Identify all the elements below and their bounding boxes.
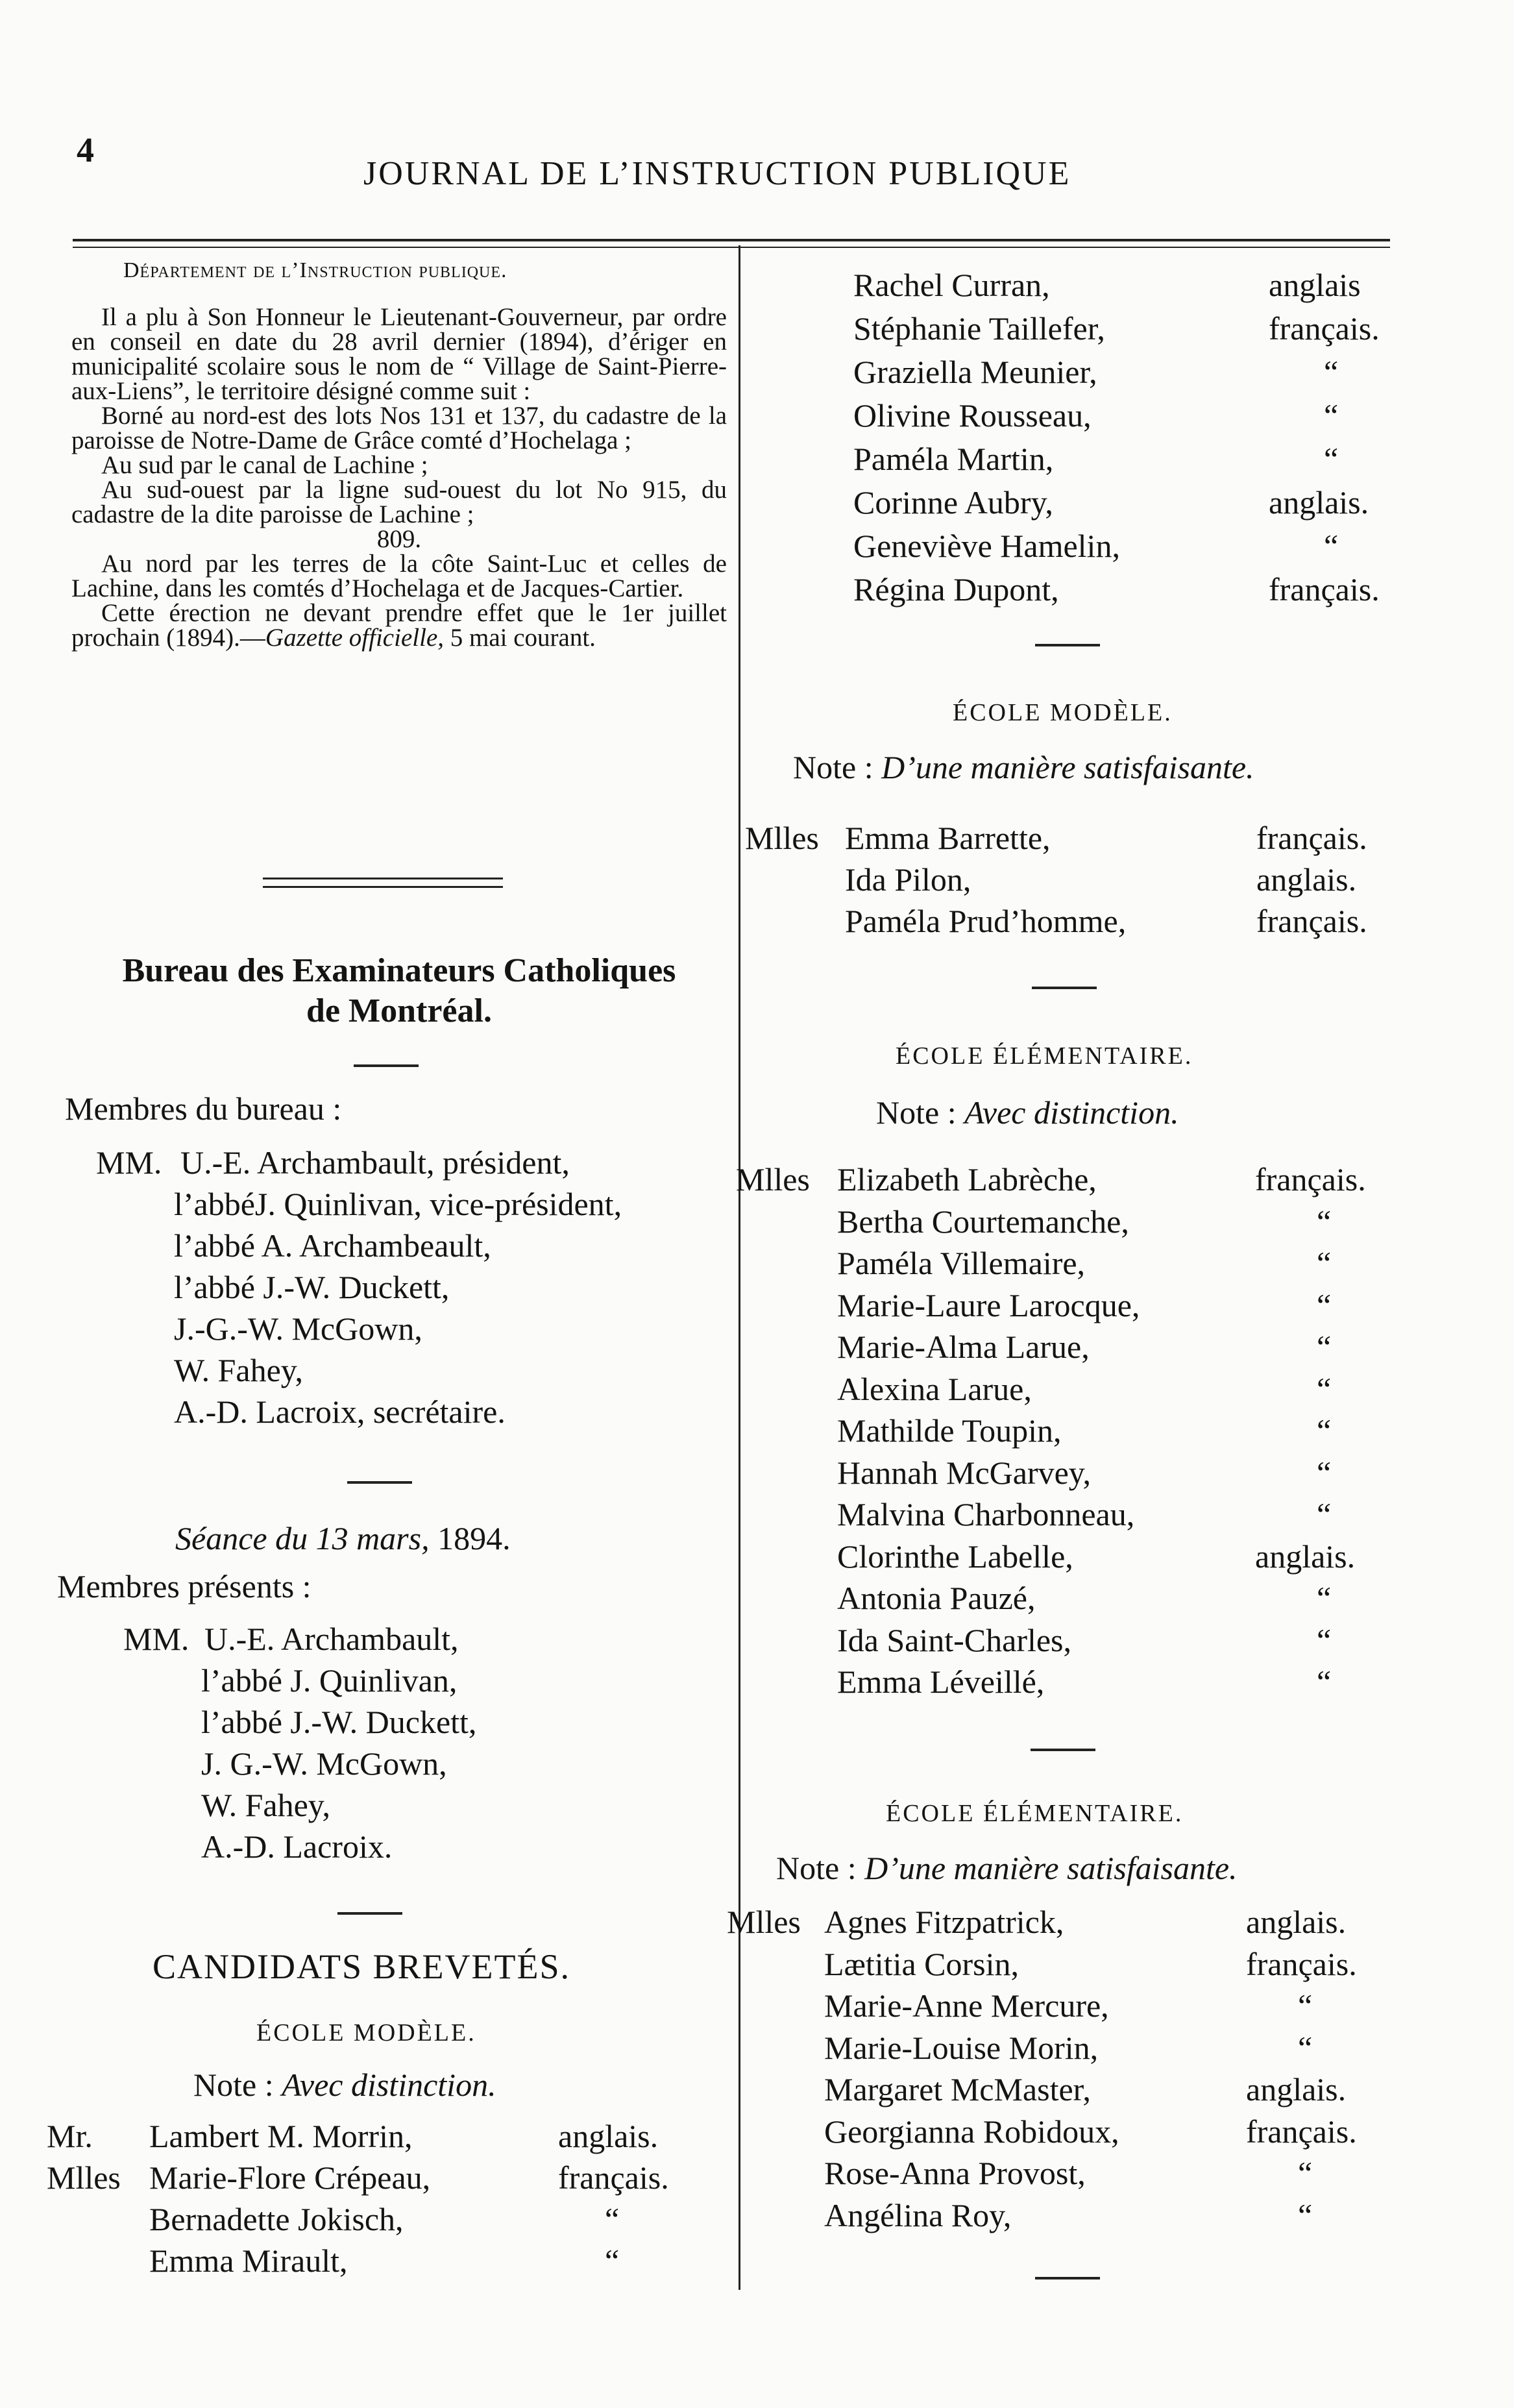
language: “ [1317,1621,1332,1658]
member-name: A.-D. Lacroix. [201,1828,393,1865]
seance-date: Séance du 13 mars, [175,1520,430,1556]
candidate-name: Georgianna Robidoux, [824,2113,1119,2150]
list-item [47,2200,715,2242]
note-line [793,746,1254,788]
language: “ [1317,1580,1332,1616]
language: “ [1324,354,1339,390]
candidate-name: Marie-Laure Larocque, [837,1286,1140,1323]
language: anglais. [1246,1904,1347,1940]
member-name: l’abbé J.-W. Duckett, [201,1704,477,1740]
list-item [736,1495,1398,1537]
department-notice [71,305,727,650]
list-item [736,1412,1398,1453]
member-row [123,1662,707,1703]
language: “ [1298,2029,1313,2066]
note-label: Note : [193,2067,274,2103]
honorific: Mlles [736,1161,810,1198]
member-row [123,1703,707,1745]
notice-lot-number: 809. [376,525,422,553]
language: anglais. [1246,2071,1347,2107]
list-item [745,902,1400,944]
note-value: D’une manière satisfaisante. [881,749,1254,785]
language: “ [1324,397,1339,434]
language: “ [1317,1286,1332,1323]
language: “ [605,2242,620,2279]
candidate-name: Clorinthe Labelle, [837,1538,1073,1575]
member-name: A.-D. Lacroix, secrétaire. [174,1394,506,1430]
member-row [123,1786,707,1828]
ecole-modele-heading: ÉCOLE MODÈLE. [256,2019,476,2046]
notice-paragraph: Au sud par le canal de Lachine ; [101,451,428,479]
language: “ [1324,441,1339,477]
member-name: l’abbé A. Archambeault, [174,1227,491,1264]
candidate-name: Rose-Anna Provost, [824,2155,1086,2191]
short-rule [347,1481,412,1484]
candidate-name: Emma Barrette, [845,820,1051,856]
language: “ [1298,1987,1313,2024]
department-heading: Département de l’Instruction publique. [123,258,507,282]
candidate-name: Alexina Larue, [837,1370,1032,1407]
candidate-name: Graziella Meunier, [853,354,1097,390]
language: français. [1246,1945,1357,1982]
bureau-title-line: Bureau des Examinateurs Catholiques [122,952,676,989]
candidate-name: Agnes Fitzpatrick, [824,1904,1064,1940]
list-item [727,2196,1395,2238]
candidate-name: Emma Léveillé, [837,1664,1045,1700]
candidate-name: Stéphanie Taillefer, [853,310,1105,347]
language: “ [1317,1329,1332,1365]
member-name: l’abbé J. Quinlivan, [201,1662,458,1699]
candidate-name: Antonia Pauzé, [837,1580,1036,1616]
list-item [727,2113,1395,2154]
list-item [736,1286,1398,1328]
list-item [727,2070,1395,2112]
list-item [736,1244,1398,1286]
list-item [736,1579,1398,1621]
short-rule [1031,1749,1095,1751]
list-item [47,2242,715,2283]
list-item [727,1945,1395,1987]
list-item [736,1538,1398,1579]
member-row [123,1828,707,1869]
list-item [47,2159,715,2200]
note-label: Note : [793,749,873,785]
language: “ [605,2201,620,2237]
list-item [736,1328,1398,1370]
seance-line [175,1517,511,1559]
note-label: Note : [876,1094,957,1131]
ecole-elementaire-heading: ÉCOLE ÉLÉMENTAIRE. [886,1800,1184,1827]
short-rule [1032,987,1097,989]
seance-year: 1894. [429,1520,511,1556]
language: français. [1256,820,1367,856]
candidate-name: Ida Saint-Charles, [837,1621,1072,1658]
candidate-name: Elizabeth Labrèche, [837,1161,1097,1198]
gazette-citation: Gazette officielle, [265,624,444,652]
language: anglais [1269,267,1361,303]
language: anglais. [1269,484,1369,521]
member-row [96,1185,719,1227]
language: “ [1317,1245,1332,1281]
candidate-name: Lætitia Corsin, [824,1945,1019,1982]
candidate-name: Malvina Charbonneau, [837,1496,1135,1532]
candidate-name: Corinne Aubry, [853,484,1053,521]
members-label: Membres du bureau : [65,1090,342,1127]
candidate-name: Marie-Alma Larue, [837,1329,1090,1365]
member-name: J. G.-W. McGown, [201,1745,447,1782]
honorific: MM. [123,1621,189,1657]
candidats-title: CANDIDATS BREVETÉS. [153,1947,571,1986]
list-item [727,1903,1395,1945]
list-item [853,353,1405,395]
member-name: W. Fahey, [174,1352,304,1388]
list-item [853,571,1405,612]
language: français. [1269,571,1380,608]
candidate-name: Marie-Anne Mercure, [824,1987,1109,2024]
note-value: Avec distinction. [964,1094,1179,1131]
candidate-name: Marie-Louise Morin, [824,2029,1099,2066]
member-row [96,1144,719,1185]
candidate-name: Angélina Roy, [824,2196,1012,2233]
ecole-modele-heading: ÉCOLE MODÈLE. [953,699,1173,726]
candidate-name: Emma Mirault, [149,2242,348,2279]
language: “ [1317,1412,1332,1449]
candidate-name: Lambert M. Morrin, [149,2118,413,2154]
list-item [736,1454,1398,1495]
list-item [736,1161,1398,1202]
bureau-title [65,951,733,1031]
short-rule [1035,2277,1100,2279]
notice-date: 5 mai courant. [444,624,596,652]
honorific: Mlles [745,820,819,856]
candidate-name: Geneviève Hamelin, [853,528,1120,564]
note-value: Avec distinction. [282,2067,496,2103]
member-name: U.-E. Archambault, président, [180,1144,570,1181]
list-item [745,861,1400,902]
header-rule [73,239,1390,248]
language: anglais. [1255,1538,1356,1575]
language: français. [1246,2113,1357,2150]
candidate-name: Paméla Villemaire, [837,1245,1086,1281]
page-number: 4 [77,130,94,169]
notice-paragraph: Au nord par les terres de la côte Saint-Luc et celles de Lachine, dans les comtés d’Hochelaga et de Jacques-Cartier. [71,550,727,602]
list-item [853,397,1405,438]
section-double-rule [263,878,503,888]
candidate-name: Ida Pilon, [845,861,971,898]
candidate-name: Bertha Courtemanche, [837,1203,1129,1240]
list-item [853,310,1405,351]
present-label: Membres présents : [57,1568,311,1604]
member-name: U.-E. Archambault, [204,1621,459,1657]
language: français. [1255,1161,1366,1198]
member-row [96,1393,719,1434]
candidate-name: Marie-Flore Crépeau, [149,2159,431,2196]
candidate-name: Paméla Prud’homme, [845,903,1127,939]
member-row [96,1351,719,1393]
list-item [727,2154,1395,2196]
note-line [876,1092,1179,1133]
list-item [736,1621,1398,1663]
language: “ [1317,1454,1332,1491]
language: anglais. [558,2118,659,2154]
honorific: Mlles [727,1904,801,1940]
language: français. [558,2159,669,2196]
candidate-name: Margaret McMaster, [824,2071,1091,2107]
member-name: l’abbéJ. Quinlivan, vice-président, [174,1186,622,1222]
list-item [727,2029,1395,2070]
notice-text: Cette érection ne devant prendre effet que le 1er juillet prochain (1894).— [71,599,727,652]
list-item [47,2117,715,2159]
language: “ [1317,1664,1332,1700]
notice-paragraph: Il a plu à Son Honneur le Lieutenant-Gouverneur, par ordre en conseil en date du 28 avril dernier (1894), d’ériger en municipalité scolaire sous le nom de “ Village de Saint-Pierre-aux-Liens”, le territoire désigné comme suit : [71,303,727,405]
running-title: JOURNAL DE L’INSTRUCTION PUBLIQUE [363,155,1071,192]
language: anglais. [1256,861,1357,898]
candidate-name: Hannah McGarvey, [837,1454,1092,1491]
candidate-name: Paméla Martin, [853,441,1054,477]
member-row [96,1310,719,1351]
list-item [727,1987,1395,2028]
member-name: l’abbé J.-W. Duckett, [174,1269,450,1305]
list-item [736,1663,1398,1704]
language: “ [1317,1496,1332,1532]
note-value: D’une manière satisfaisante. [864,1850,1238,1886]
list-item [853,527,1405,569]
candidate-name: Bernadette Jokisch, [149,2201,404,2237]
note-line [193,2064,496,2106]
notice-paragraph: Au sud-ouest par la ligne sud-ouest du lot No 915, du cadastre de la dite paroisse de Lachine ; [71,476,727,528]
candidate-name: Mathilde Toupin, [837,1412,1062,1449]
member-name: W. Fahey, [201,1787,331,1823]
short-rule [1035,644,1100,646]
short-rule [337,1912,402,1915]
note-label: Note : [776,1850,857,1886]
list-item [736,1370,1398,1412]
language: “ [1298,2155,1313,2191]
member-row [123,1620,707,1662]
notice-paragraph [71,601,727,650]
honorific: Mlles [47,2159,121,2196]
notice-paragraph: Borné au nord-est des lots Nos 131 et 137, du cadastre de la paroisse de Notre-Dame de Grâce comté d’Hochelaga ; [71,402,727,454]
honorific: Mr. [47,2118,93,2154]
member-row [123,1745,707,1786]
member-row [96,1268,719,1310]
language: français. [1256,903,1367,939]
list-item [853,484,1405,525]
bureau-title-line: de Montréal. [306,992,492,1029]
language: “ [1317,1203,1332,1240]
candidate-name: Olivine Rousseau, [853,397,1092,434]
list-item [745,819,1400,861]
language: français. [1269,310,1380,347]
language: “ [1317,1370,1332,1407]
list-item [853,440,1405,482]
candidate-name: Rachel Curran, [853,267,1050,303]
candidate-name: Régina Dupont, [853,571,1059,608]
list-item [736,1203,1398,1244]
short-rule [354,1064,419,1067]
member-row [96,1227,719,1268]
ecole-elementaire-heading: ÉCOLE ÉLÉMENTAIRE. [896,1042,1193,1070]
honorific: MM. [96,1144,162,1181]
language: “ [1324,528,1339,564]
member-name: J.-G.-W. McGown, [174,1310,422,1347]
note-line [776,1847,1238,1889]
language: “ [1298,2196,1313,2233]
list-item [853,266,1405,308]
